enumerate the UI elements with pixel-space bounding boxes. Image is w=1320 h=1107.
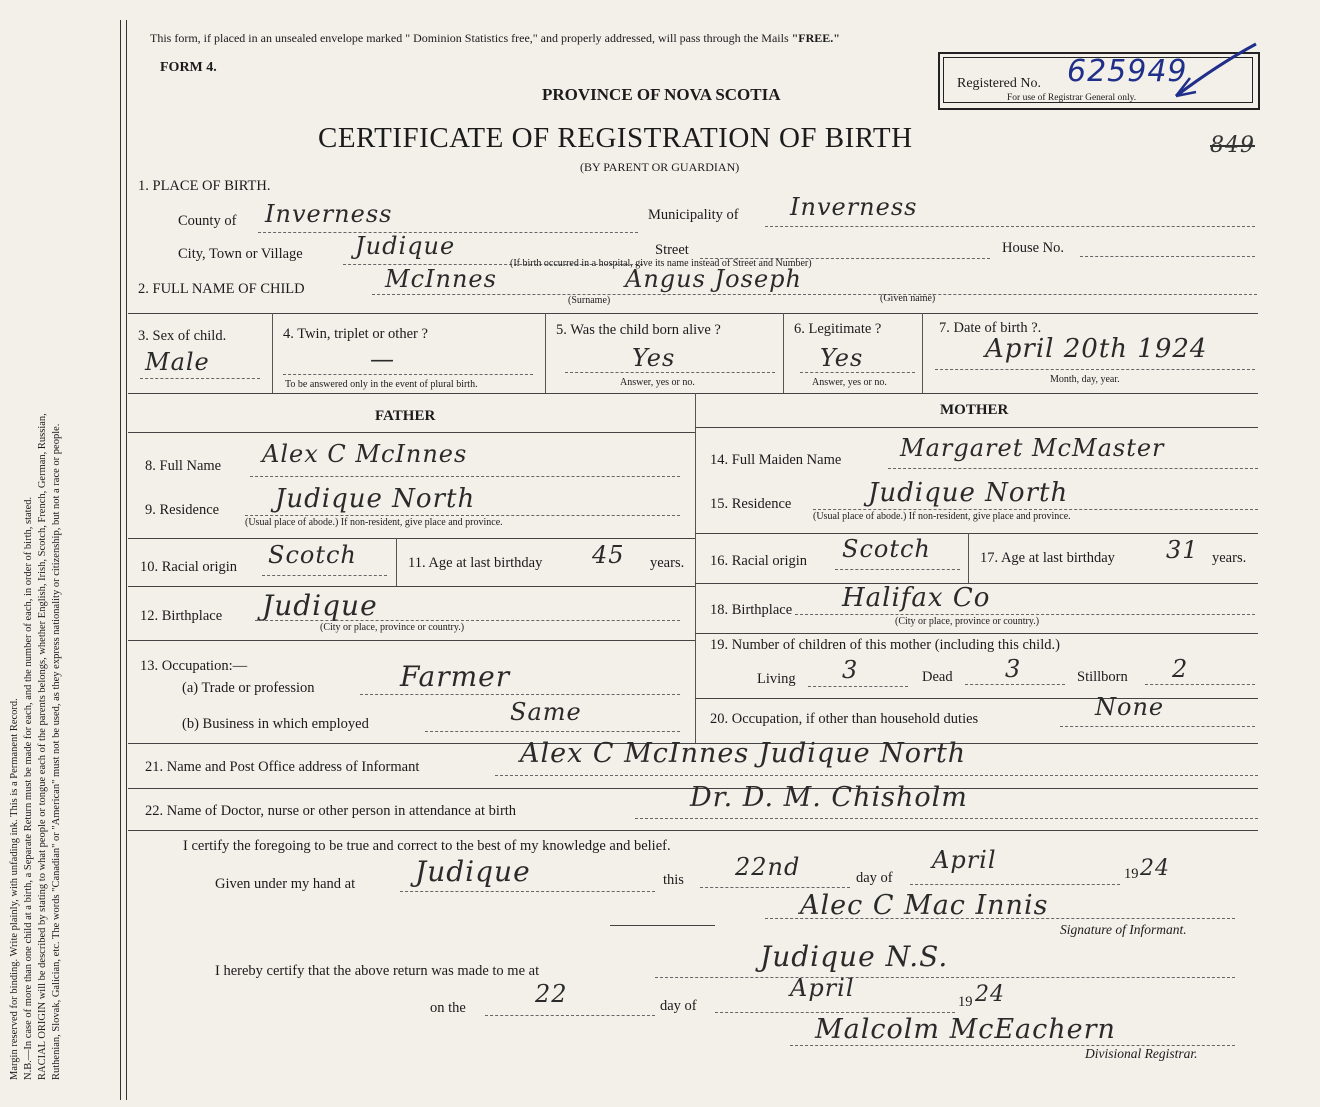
child-name-label: 2. FULL NAME OF CHILD bbox=[138, 281, 305, 297]
registrar-year-value: 24 bbox=[975, 982, 1005, 1007]
father-trade-value: Farmer bbox=[400, 660, 511, 693]
mother-racial-label: 16. Racial origin bbox=[710, 553, 808, 569]
doctor-line bbox=[635, 818, 1258, 819]
mother-occupation-value: None bbox=[1095, 693, 1165, 721]
father-birthplace-rule bbox=[128, 640, 695, 641]
given-label: Given under my hand at bbox=[215, 876, 356, 892]
house-label: House No. bbox=[1002, 240, 1065, 256]
certify-statement: I certify the foregoing to be true and correct to the best of my knowledge and belief. bbox=[183, 838, 671, 854]
margin-note-binding: Margin reserved for binding. Write plainly, with unfading ink. This is a Permanent Record. bbox=[9, 698, 20, 1080]
father-birthplace-note: (City or place, province or country.) bbox=[320, 622, 465, 633]
registrar-check-mark bbox=[1170, 38, 1260, 102]
father-residence-note: (Usual place of abode.) If non-resident, give place and province. bbox=[245, 517, 503, 528]
child-surname: McInnes bbox=[385, 265, 497, 293]
living-label: Living bbox=[757, 671, 796, 687]
mother-age-unit: years. bbox=[1212, 550, 1247, 566]
margin-rule bbox=[120, 20, 121, 1100]
informant-value: Alex C McInnes Judique North bbox=[520, 738, 967, 769]
mother-age-value: 31 bbox=[1166, 536, 1199, 564]
legitimate-label: 6. Legitimate ? bbox=[794, 321, 882, 337]
street-label: Street bbox=[655, 242, 689, 258]
registrar-month-line bbox=[715, 1012, 955, 1013]
father-birthplace-label: 12. Birthplace bbox=[140, 608, 223, 624]
twin-label: 4. Twin, triplet or other ? bbox=[283, 326, 428, 342]
city-label: City, Town or Village bbox=[178, 246, 303, 262]
father-racial-line bbox=[262, 575, 387, 576]
legitimate-value: Yes bbox=[820, 344, 864, 372]
margin-note-multiple-births: N.B.—In case of more than one child at a birth, a Separate Return must be made for each, and the number of each, in order of birth, stated. bbox=[23, 496, 34, 1080]
mother-racial-value: Scotch bbox=[842, 535, 931, 563]
mother-birthplace-value: Halifax Co bbox=[842, 583, 991, 613]
certificate-title: CERTIFICATE OF REGISTRATION OF BIRTH bbox=[318, 122, 913, 154]
father-age-label: 11. Age at last birthday bbox=[408, 555, 543, 571]
living-line bbox=[808, 686, 908, 687]
registered-number: 625949 bbox=[1067, 54, 1188, 89]
this-label: this bbox=[663, 872, 684, 888]
corner-number: 849 bbox=[1210, 133, 1255, 158]
county-label: County of bbox=[178, 213, 237, 229]
signature-short-rule bbox=[610, 925, 715, 926]
twin-value: — bbox=[370, 345, 395, 373]
registered-label: Registered No. bbox=[957, 76, 1041, 91]
alive-value: Yes bbox=[632, 344, 676, 372]
sex-value: Male bbox=[145, 348, 210, 376]
father-business-value: Same bbox=[510, 698, 582, 726]
father-residence-line bbox=[245, 515, 680, 516]
father-racial-label: 10. Racial origin bbox=[140, 559, 238, 575]
form-number: FORM 4. bbox=[160, 60, 217, 75]
father-age-unit: years. bbox=[650, 555, 685, 571]
living-value: 3 bbox=[842, 656, 859, 684]
stillborn-label: Stillborn bbox=[1077, 669, 1128, 685]
mother-occupation-label: 20. Occupation, if other than household duties bbox=[710, 711, 979, 727]
registrar-day-of-label: day of bbox=[660, 998, 697, 1014]
mail-notice: This form, if placed in an unsealed envelope marked " Dominion Statistics free," and properly addressed, will pass through the Mails "FREE." bbox=[150, 31, 840, 45]
dead-value: 3 bbox=[1005, 655, 1022, 683]
legitimate-note: Answer, yes or no. bbox=[812, 377, 887, 388]
birth-date-value: April 20th 1924 bbox=[985, 334, 1208, 364]
province-heading: PROVINCE OF NOVA SCOTIA bbox=[542, 85, 781, 104]
father-residence-rule bbox=[128, 538, 695, 539]
legitimate-line bbox=[800, 372, 915, 373]
informant-line bbox=[495, 775, 1258, 776]
row3-divider-4 bbox=[922, 313, 923, 393]
twin-note: To be answered only in the event of plural birth. bbox=[285, 379, 478, 390]
mother-residence-note: (Usual place of abode.) If non-resident, give place and province. bbox=[813, 511, 1071, 522]
row3-divider-2 bbox=[545, 313, 546, 393]
father-residence-label: 9. Residence bbox=[145, 502, 220, 518]
margin-note-racial-origin-cont: Ruthenian, Slovak, Galician, etc. The words "Canadian" or "American" must not be used, as they express nationality or citizenship, but not a race or people. bbox=[51, 423, 62, 1080]
birth-date-label: 7. Date of birth ?. bbox=[939, 320, 1042, 336]
child-given-name: Angus Joseph bbox=[625, 265, 802, 293]
father-birthplace-value: Judique bbox=[262, 589, 378, 622]
father-business-label: (b) Business in which employed bbox=[182, 716, 369, 732]
father-age-value: 45 bbox=[592, 541, 625, 569]
doctor-label: 22. Name of Doctor, nurse or other person in attendance at birth bbox=[145, 803, 517, 819]
father-name-value: Alex C McInnes bbox=[262, 440, 468, 468]
sex-label: 3. Sex of child. bbox=[138, 328, 227, 344]
margin-notes bbox=[8, 10, 64, 1080]
registrar-statement: I hereby certify that the above return was made to me at bbox=[215, 963, 540, 979]
mother-birthplace-line bbox=[795, 614, 1255, 615]
registrar-place-line bbox=[655, 977, 1235, 978]
sex-line bbox=[140, 378, 260, 379]
stillborn-value: 2 bbox=[1172, 655, 1189, 683]
certify-year-prefix: 19 bbox=[1124, 866, 1139, 882]
mother-residence-label: 15. Residence bbox=[710, 496, 792, 512]
registrar-day-line bbox=[485, 1015, 655, 1016]
dead-line bbox=[965, 684, 1065, 685]
mother-name-label: 14. Full Maiden Name bbox=[710, 452, 842, 468]
mother-racial-line bbox=[835, 569, 960, 570]
father-name-label: 8. Full Name bbox=[145, 458, 222, 474]
mother-age-label: 17. Age at last birthday bbox=[980, 550, 1115, 566]
child-given-note: (Given name) bbox=[880, 293, 936, 304]
county-value: Inverness bbox=[265, 200, 393, 228]
certify-month-value: April bbox=[932, 846, 997, 874]
informant-signature-label: Signature of Informant. bbox=[1060, 922, 1187, 937]
informant-signature-line bbox=[765, 918, 1235, 919]
certify-day-of-label: day of bbox=[856, 870, 893, 886]
row3-divider-1 bbox=[272, 313, 273, 393]
registrar-signature-label: Divisional Registrar. bbox=[1085, 1046, 1198, 1061]
registrar-note: For use of Registrar General only. bbox=[1007, 93, 1137, 103]
birth-date-line bbox=[935, 369, 1255, 370]
informant-signature: Alec C Mac Innis bbox=[800, 890, 1049, 921]
mother-occupation-line bbox=[1060, 726, 1255, 727]
mother-racial-divider bbox=[968, 533, 969, 583]
registrar-month-value: April bbox=[790, 974, 855, 1002]
father-name-line bbox=[250, 476, 680, 477]
father-residence-value: Judique North bbox=[275, 484, 476, 514]
mother-birthplace-label: 18. Birthplace bbox=[710, 602, 793, 618]
municipality-line bbox=[765, 226, 1255, 227]
father-trade-label: (a) Trade or profession bbox=[182, 680, 315, 696]
father-racial-rule bbox=[128, 586, 695, 587]
certify-year-value: 24 bbox=[1140, 856, 1170, 881]
margin-rule-inner bbox=[126, 20, 127, 1100]
twin-line bbox=[283, 374, 533, 375]
child-name-line bbox=[372, 294, 1257, 295]
father-trade-line bbox=[360, 694, 680, 695]
place-section-label: 1. PLACE OF BIRTH. bbox=[138, 178, 271, 194]
mother-children-rule bbox=[695, 698, 1258, 699]
mother-birthplace-note: (City or place, province or country.) bbox=[895, 616, 1040, 627]
mother-residence-line bbox=[813, 509, 1258, 510]
birth-date-note: Month, day, year. bbox=[1050, 374, 1120, 385]
hospital-note: (If birth occurred in a hospital, give its name instead of Street and Number) bbox=[510, 258, 812, 269]
given-place-line bbox=[400, 891, 655, 892]
registrar-place-value: Judique N.S. bbox=[760, 940, 949, 973]
alive-label: 5. Was the child born alive ? bbox=[556, 322, 721, 338]
city-value: Judique bbox=[355, 232, 456, 260]
margin-note-racial-origin: RACIAL ORIGIN will be described by stating to what people or tongue each of the parents belongs, whether English, Irish, Scotch, French, German, Russian, bbox=[37, 413, 48, 1080]
doctor-rule bbox=[128, 830, 1258, 831]
dead-label: Dead bbox=[922, 669, 953, 685]
doctor-value: Dr. D. M. Chisholm bbox=[690, 782, 968, 813]
alive-line bbox=[565, 372, 775, 373]
alive-note: Answer, yes or no. bbox=[620, 377, 695, 388]
informant-label: 21. Name and Post Office address of Informant bbox=[145, 759, 420, 775]
father-business-line bbox=[425, 731, 680, 732]
father-occupation-label: 13. Occupation:— bbox=[140, 658, 248, 674]
father-racial-divider bbox=[396, 538, 397, 586]
stillborn-line bbox=[1145, 684, 1255, 685]
father-header-rule bbox=[128, 432, 695, 433]
mother-name-value: Margaret McMaster bbox=[900, 434, 1165, 462]
certify-day-line bbox=[700, 887, 850, 888]
child-surname-note: (Surname) bbox=[568, 295, 611, 306]
mother-heading: MOTHER bbox=[940, 402, 1009, 418]
row3-divider-3 bbox=[783, 313, 784, 393]
house-line bbox=[1080, 256, 1255, 257]
father-birthplace-line bbox=[255, 620, 680, 621]
mother-residence-rule bbox=[695, 533, 1258, 534]
registrar-on-label: on the bbox=[430, 1000, 466, 1016]
mother-header-rule bbox=[695, 427, 1258, 428]
certify-month-line bbox=[910, 884, 1120, 885]
father-racial-value: Scotch bbox=[268, 541, 357, 569]
registrar-day-value: 22 bbox=[535, 980, 568, 1008]
father-heading: FATHER bbox=[375, 408, 436, 424]
given-place-value: Judique bbox=[415, 855, 531, 888]
parents-center-divider bbox=[695, 393, 696, 743]
mother-children-label: 19. Number of children of this mother (including this child.) bbox=[710, 637, 1060, 653]
mother-birthplace-rule bbox=[695, 633, 1258, 634]
certify-day-value: 22nd bbox=[735, 853, 801, 881]
mother-residence-value: Judique North bbox=[868, 478, 1069, 508]
mother-name-line bbox=[888, 468, 1258, 469]
municipality-value: Inverness bbox=[790, 193, 918, 221]
row3-bottom-rule bbox=[128, 393, 1258, 394]
row3-top-rule bbox=[128, 313, 1258, 314]
certificate-subtitle: (BY PARENT OR GUARDIAN) bbox=[580, 160, 740, 174]
registrar-year-prefix: 19 bbox=[958, 994, 973, 1010]
registrar-signature: Malcolm McEachern bbox=[815, 1014, 1116, 1045]
municipality-label: Municipality of bbox=[648, 207, 739, 223]
